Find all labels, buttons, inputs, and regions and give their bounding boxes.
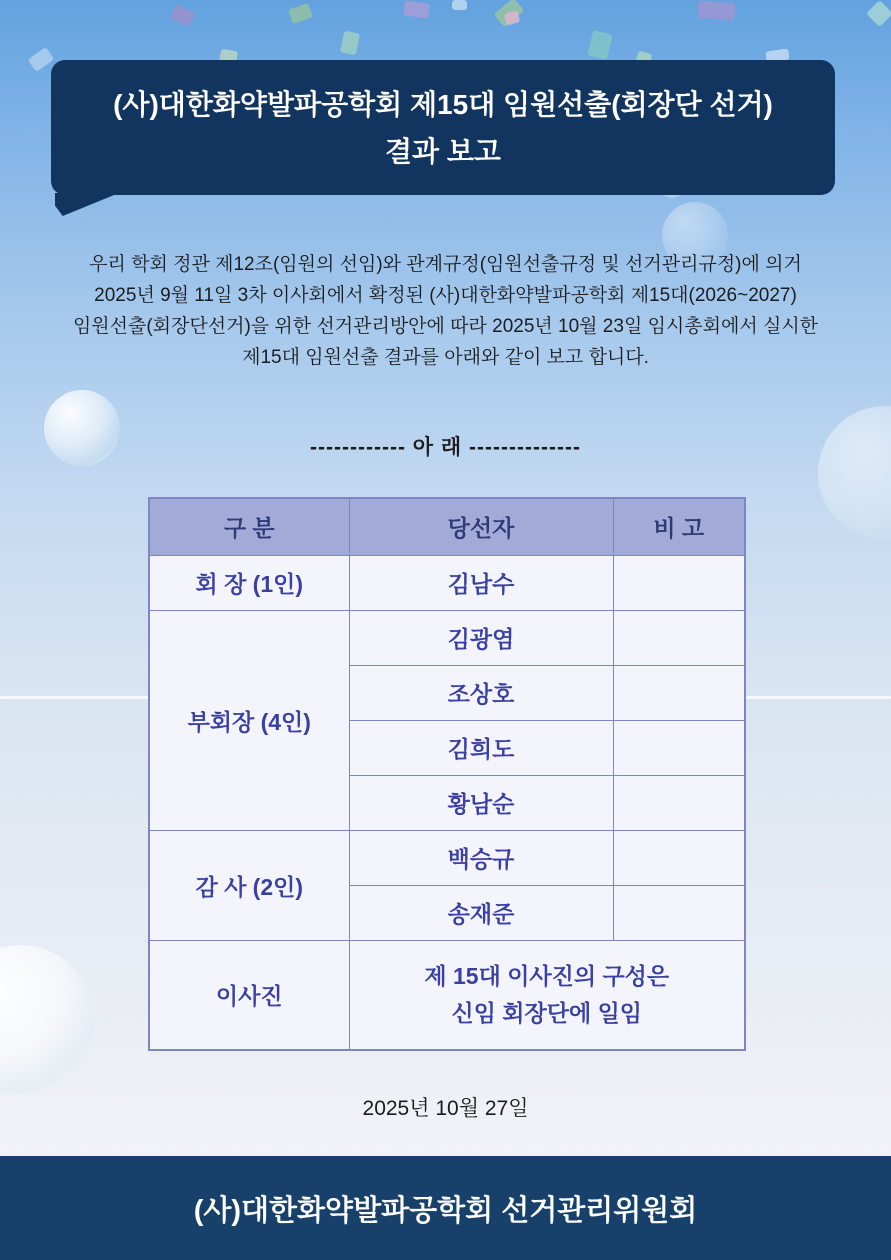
category-cell-vice-president: 부회장 (4인) xyxy=(149,610,349,830)
confetti-piece xyxy=(587,30,613,60)
confetti-piece xyxy=(504,10,521,25)
note-cell xyxy=(613,885,745,940)
page-title-line1: (사)대한화약발파공학회 제15대 임원선출(회장단 선거) xyxy=(113,88,773,120)
table-row xyxy=(149,555,745,610)
confetti-piece xyxy=(170,4,195,26)
report-paragraph-line: 우리 학회 정관 제12조(임원의 선임)와 관계규정(임원선출규정 및 선거관리규정)에 의거 xyxy=(89,254,802,275)
winner-cell: 황남순 xyxy=(349,775,613,830)
title-banner xyxy=(51,60,835,195)
footer-organization: (사)대한화약발파공학회 선거관리위원회 xyxy=(193,1194,698,1227)
note-cell xyxy=(613,665,745,720)
table-header-row xyxy=(149,498,745,555)
note-cell xyxy=(613,555,745,610)
report-paragraph-line: 임원선출(회장단선거)을 위한 선거관리방안에 따라 2025년 10월 23일 임시총회에서 실시한 xyxy=(72,316,819,337)
category-cell-president: 회 장 (1인) xyxy=(149,555,349,610)
board-note-line1: 제 15대 이사진의 구성은 xyxy=(424,962,670,989)
report-paragraph-line: 2025년 9월 11일 3차 이사회에서 확정된 (사)대한화약발파공학회 제15대(2026~2027) xyxy=(94,285,797,306)
note-cell xyxy=(613,610,745,665)
confetti-piece xyxy=(403,0,430,18)
category-cell-board: 이사진 xyxy=(149,940,349,1050)
confetti-piece xyxy=(340,31,360,56)
winner-cell: 김광염 xyxy=(349,610,613,665)
bubble-decoration xyxy=(818,406,891,540)
winner-cell: 조상호 xyxy=(349,665,613,720)
title-bubble-tail xyxy=(55,193,119,216)
report-paragraph-line: 제15대 임원선출 결과를 아래와 같이 보고 합니다. xyxy=(242,347,649,368)
table-row xyxy=(149,940,745,1050)
board-note-cell xyxy=(349,940,745,1050)
confetti-piece xyxy=(452,0,467,10)
column-header-winner: 당선자 xyxy=(349,498,613,555)
note-cell xyxy=(613,720,745,775)
confetti-piece xyxy=(697,1,735,21)
note-cell xyxy=(613,775,745,830)
column-header-category: 구 분 xyxy=(149,498,349,555)
board-note-line2: 신임 회장단에 일임 xyxy=(451,999,643,1026)
confetti-piece xyxy=(288,3,313,24)
column-header-note: 비 고 xyxy=(613,498,745,555)
bubble-decoration xyxy=(0,945,95,1095)
report-paragraph xyxy=(0,249,891,373)
footer-banner xyxy=(0,1156,891,1260)
page-title-line2: 결과 보고 xyxy=(385,135,501,167)
winner-cell: 백승규 xyxy=(349,830,613,885)
below-divider: ------------ 아 래 -------------- xyxy=(310,436,581,459)
table-row xyxy=(149,830,745,885)
note-cell xyxy=(613,830,745,885)
winner-cell: 송재준 xyxy=(349,885,613,940)
confetti-piece xyxy=(866,0,891,27)
election-results-table xyxy=(148,497,746,1051)
winner-cell: 김희도 xyxy=(349,720,613,775)
table-row xyxy=(149,610,745,665)
category-cell-auditor: 감 사 (2인) xyxy=(149,830,349,940)
report-date: 2025년 10월 27일 xyxy=(362,1097,529,1120)
confetti-piece xyxy=(28,47,55,72)
winner-cell: 김남수 xyxy=(349,555,613,610)
